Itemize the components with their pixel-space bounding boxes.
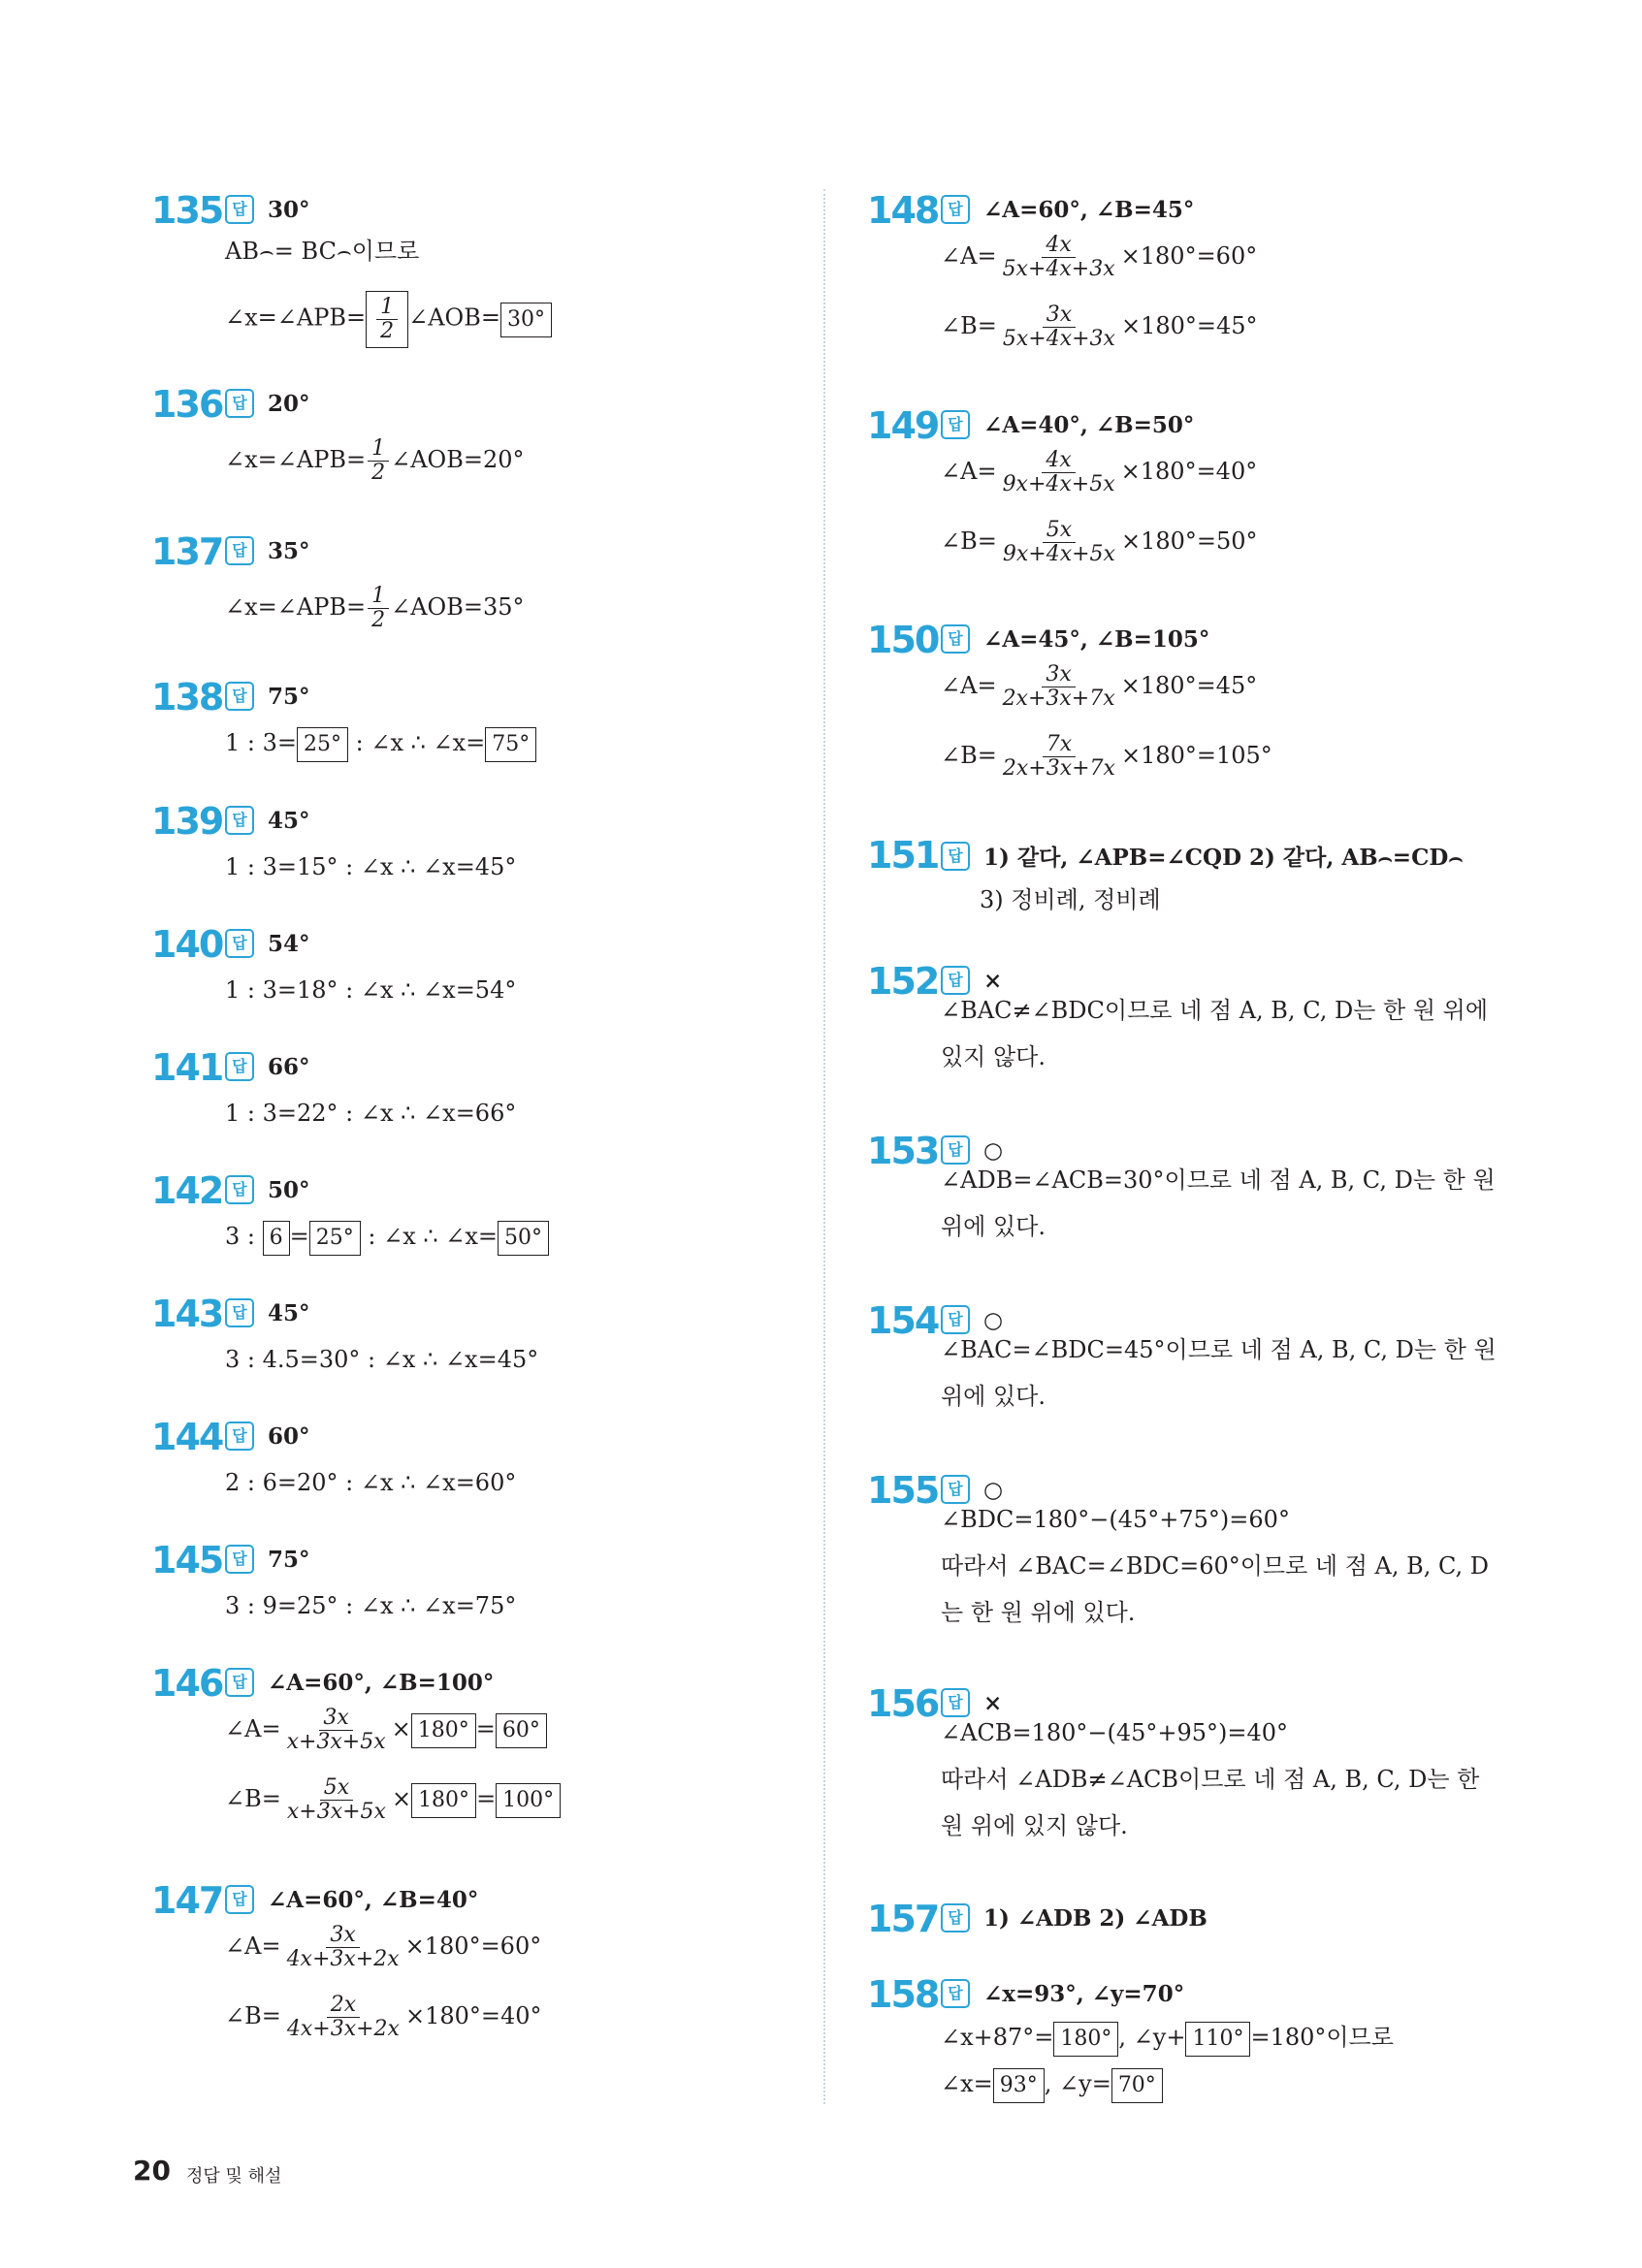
math-text: 3 : 9=25° : ∠x ∴ ∠x=75° bbox=[225, 1592, 517, 1619]
fraction-numerator: 3x bbox=[1043, 303, 1076, 328]
fraction-numerator: 4x bbox=[1042, 449, 1075, 473]
math-text: , ∠y+ bbox=[1118, 2024, 1186, 2051]
math-text: 따라서 ∠BAC=∠BDC=60°이므로 네 점 A, B, C, D는 한 원 위에 있다. bbox=[941, 1552, 1490, 1626]
answer-row bbox=[941, 840, 1463, 872]
problem-number: 148 bbox=[867, 189, 939, 232]
math-text: ∠AOB=35° bbox=[391, 593, 525, 621]
answer-text: 60° bbox=[268, 1422, 310, 1450]
answer-badge: 답 bbox=[225, 682, 254, 711]
math-text: ×180°=45° bbox=[1120, 672, 1258, 699]
fraction-denominator: 5x+4x+3x bbox=[1002, 257, 1115, 281]
math-text: : ∠x ∴ ∠x= bbox=[360, 1223, 499, 1250]
solution-line bbox=[941, 518, 1258, 566]
fraction-numerator: 4x bbox=[1042, 234, 1075, 258]
fraction-denominator: 2x+3x+7x bbox=[1002, 687, 1115, 711]
fraction-numerator: 1 bbox=[376, 296, 398, 320]
problem-number: 144 bbox=[151, 1416, 223, 1458]
solution-line bbox=[941, 1157, 1503, 1250]
fraction-numerator: 2x bbox=[327, 1994, 360, 2018]
fraction-numerator: 1 bbox=[368, 585, 389, 609]
math-text: 1 : 3=18° : ∠x ∴ ∠x=54° bbox=[225, 976, 517, 1004]
fraction bbox=[999, 733, 1119, 781]
answer-badge: 답 bbox=[941, 842, 970, 871]
solution-line bbox=[225, 1923, 541, 1971]
answer-badge: 답 bbox=[941, 195, 970, 224]
fraction bbox=[283, 1994, 403, 2041]
answer-row bbox=[225, 1545, 310, 1574]
math-text: = bbox=[476, 1785, 497, 1812]
math-text: 3 : 4.5=30° : ∠x ∴ ∠x=45° bbox=[225, 1346, 539, 1373]
math-text: ∠A= bbox=[225, 1715, 281, 1742]
boxed-fraction bbox=[366, 291, 408, 348]
math-text: ∠A= bbox=[941, 242, 997, 270]
answer-badge: 답 bbox=[941, 1475, 970, 1504]
answer-text: × bbox=[983, 1689, 1003, 1716]
column-divider bbox=[823, 189, 825, 2104]
answer-row bbox=[225, 1668, 494, 1697]
answer-text: 30° bbox=[268, 196, 310, 223]
solution-line bbox=[225, 967, 516, 1013]
problem-number: 155 bbox=[867, 1469, 939, 1512]
answer-badge: 답 bbox=[225, 389, 254, 418]
math-text: ∠x= bbox=[941, 2070, 993, 2097]
math-text: ∠x=∠APB= bbox=[225, 446, 367, 473]
fraction-denominator: 2 bbox=[380, 319, 395, 343]
math-text: ∠AOB=20° bbox=[391, 446, 525, 473]
solution-line bbox=[941, 662, 1257, 711]
answer-badge: 답 bbox=[225, 1298, 254, 1327]
answer-badge: 답 bbox=[225, 929, 254, 958]
math-text: ×180°=105° bbox=[1120, 742, 1272, 769]
answer-row bbox=[941, 410, 1194, 439]
page-footer-title: 정답 및 해설 bbox=[186, 2166, 282, 2187]
solution-line bbox=[941, 233, 1257, 281]
answer-row bbox=[225, 1421, 310, 1451]
fraction bbox=[283, 1776, 390, 1824]
answer-text: 45° bbox=[268, 807, 310, 834]
solution-line bbox=[941, 1543, 1503, 1636]
boxed-answer: 60° bbox=[496, 1713, 547, 1748]
answer-text: ○ bbox=[983, 1476, 1004, 1503]
answer-row bbox=[225, 389, 310, 418]
fraction-denominator: 4x+3x+2x bbox=[286, 1947, 400, 1971]
answer-text: ○ bbox=[983, 1306, 1004, 1333]
answer-text: ○ bbox=[983, 1136, 1004, 1164]
boxed-answer: 25° bbox=[297, 727, 348, 762]
answer-text: ∠A=60°, ∠B=40° bbox=[268, 1886, 479, 1913]
problem-number: 141 bbox=[151, 1046, 223, 1089]
fraction-numerator: 3x bbox=[1042, 663, 1075, 687]
problem-number: 145 bbox=[151, 1539, 223, 1581]
solution-line bbox=[225, 291, 552, 348]
fraction-numerator: 3x bbox=[326, 1924, 359, 1948]
answer-badge: 답 bbox=[941, 624, 970, 654]
problem-number: 151 bbox=[867, 834, 939, 877]
fraction-denominator: 2 bbox=[371, 461, 386, 485]
math-text: ×180°=60° bbox=[1120, 242, 1258, 270]
problem-number: 158 bbox=[867, 1973, 939, 2016]
fraction bbox=[999, 303, 1119, 351]
answer-text: 75° bbox=[268, 683, 310, 710]
answer-row bbox=[941, 195, 1194, 224]
answer-row bbox=[225, 1298, 310, 1327]
problem-number: 140 bbox=[151, 923, 223, 966]
boxed-answer: 180° bbox=[411, 1783, 476, 1818]
math-text: 따라서 ∠ADB≠∠ACB이므로 네 점 A, B, C, D는 한 원 위에 있지 않다. bbox=[941, 1766, 1480, 1839]
solution-line bbox=[225, 844, 516, 890]
boxed-answer: 110° bbox=[1185, 2022, 1250, 2057]
answer-badge: 답 bbox=[225, 1668, 254, 1697]
boxed-answer: 70° bbox=[1111, 2068, 1163, 2103]
problem-number: 150 bbox=[867, 619, 939, 661]
math-text: ∠x=∠APB= bbox=[225, 593, 367, 621]
fraction bbox=[368, 585, 389, 632]
answer-text: 75° bbox=[268, 1546, 310, 1573]
math-text: ∠ADB=∠ACB=30°이므로 네 점 A, B, C, D는 한 원 위에 있다. bbox=[941, 1166, 1496, 1240]
problem-number: 135 bbox=[151, 189, 223, 232]
fraction-denominator: 5x+4x+3x bbox=[1002, 327, 1115, 351]
answer-badge: 답 bbox=[941, 1135, 970, 1165]
fraction-denominator: 9x+4x+5x bbox=[1002, 542, 1115, 566]
answer-text: 35° bbox=[268, 537, 310, 564]
answer-text: ∠x=93°, ∠y=70° bbox=[983, 1980, 1185, 2007]
problem-number: 153 bbox=[867, 1130, 939, 1172]
problem-number: 137 bbox=[151, 530, 223, 573]
answer-badge: 답 bbox=[941, 1305, 970, 1334]
answer-text: ∠A=60°, ∠B=45° bbox=[983, 196, 1195, 223]
problem-number: 152 bbox=[867, 960, 939, 1003]
math-text: AB⌢= BC⌢이므로 bbox=[225, 238, 420, 265]
answer-badge: 답 bbox=[225, 195, 254, 224]
answer-row bbox=[225, 536, 310, 565]
answer-text: 1) ∠ADB 2) ∠ADB bbox=[983, 1904, 1207, 1932]
fraction-denominator: x+3x+5x bbox=[286, 1730, 386, 1754]
problem-number: 139 bbox=[151, 800, 223, 843]
fraction bbox=[283, 1707, 390, 1754]
fraction-denominator: 2x+3x+7x bbox=[1002, 756, 1115, 781]
answer-text: 50° bbox=[268, 1176, 310, 1203]
solution-line bbox=[225, 436, 525, 485]
solution-line bbox=[941, 2060, 1163, 2107]
fraction-denominator: x+3x+5x bbox=[286, 1800, 386, 1824]
math-text: ∠A= bbox=[941, 672, 997, 699]
solution-line bbox=[225, 1213, 549, 1260]
math-text: ∠x=∠APB= bbox=[225, 303, 367, 332]
answer-text: × bbox=[983, 967, 1003, 994]
math-text: ×180°=45° bbox=[1120, 312, 1258, 339]
answer-text: 1) 같다, ∠APB=∠CQD 2) 같다, AB⌢=CD⌢ bbox=[983, 845, 1464, 871]
math-text: = bbox=[475, 1715, 496, 1742]
problem-number: 154 bbox=[867, 1299, 939, 1342]
answer-badge: 답 bbox=[941, 1979, 970, 2008]
boxed-answer: 93° bbox=[993, 2068, 1045, 2103]
answer-badge: 답 bbox=[941, 1903, 970, 1933]
boxed-answer: 30° bbox=[500, 303, 552, 337]
math-text: ∠B= bbox=[941, 312, 997, 339]
math-text: ∠A= bbox=[941, 458, 997, 485]
fraction bbox=[999, 449, 1119, 496]
answer-text: 66° bbox=[268, 1053, 310, 1080]
boxed-answer: 180° bbox=[411, 1713, 476, 1748]
problem-number: 143 bbox=[151, 1293, 223, 1335]
answer-row bbox=[225, 929, 310, 958]
math-text: ∠BAC=∠BDC=45°이므로 네 점 A, B, C, D는 한 원 위에 있다. bbox=[941, 1336, 1497, 1410]
math-text: ×180°=60° bbox=[404, 1933, 542, 1960]
answer-text: ∠A=45°, ∠B=105° bbox=[983, 625, 1210, 653]
problem-number: 146 bbox=[151, 1662, 223, 1705]
fraction-denominator: 9x+4x+5x bbox=[1002, 472, 1115, 496]
math-text: =180°이므로 bbox=[1250, 2024, 1394, 2051]
solution-line bbox=[941, 1496, 1290, 1543]
solution-line bbox=[225, 1706, 547, 1754]
fraction-numerator: 3x bbox=[319, 1707, 352, 1731]
math-text: ∠ACB=180°−(45°+95°)=40° bbox=[941, 1719, 1289, 1746]
fraction-numerator: 7x bbox=[1043, 733, 1076, 757]
solution-line bbox=[225, 1459, 516, 1506]
answer-badge: 답 bbox=[941, 1688, 970, 1717]
solution-line bbox=[225, 719, 536, 766]
answer-text: 54° bbox=[268, 930, 310, 957]
answer-row bbox=[225, 806, 310, 835]
fraction-numerator: 5x bbox=[1043, 519, 1076, 543]
math-text: ×180°=40° bbox=[1120, 458, 1258, 485]
solution-line bbox=[225, 1336, 538, 1383]
math-text: ∠B= bbox=[225, 2002, 281, 2029]
fraction bbox=[376, 296, 398, 343]
answer-row bbox=[225, 1175, 310, 1204]
problem-number: 138 bbox=[151, 676, 223, 719]
solution-line bbox=[980, 877, 1161, 923]
math-text: ×180°=40° bbox=[404, 2002, 542, 2029]
boxed-answer: 75° bbox=[485, 727, 536, 762]
math-text: ∠BAC≠∠BDC이므로 네 점 A, B, C, D는 한 원 위에 있지 않다. bbox=[941, 997, 1489, 1070]
math-text: : ∠x ∴ ∠x= bbox=[348, 729, 486, 756]
boxed-answer: 50° bbox=[498, 1221, 549, 1256]
solution-line bbox=[941, 1326, 1503, 1420]
boxed-answer: 25° bbox=[309, 1221, 361, 1256]
solution-line bbox=[941, 987, 1503, 1080]
math-text: , ∠y= bbox=[1044, 2070, 1111, 2097]
fraction-numerator: 5x bbox=[320, 1776, 353, 1801]
fraction-denominator: 4x+3x+2x bbox=[286, 2017, 400, 2041]
boxed-answer: 180° bbox=[1053, 2022, 1118, 2057]
math-text: 3 : bbox=[225, 1223, 263, 1250]
answer-row bbox=[941, 1979, 1184, 2008]
fraction bbox=[999, 234, 1119, 281]
math-text: ∠x+87°= bbox=[941, 2024, 1054, 2051]
solution-line bbox=[941, 448, 1257, 496]
problem-number: 157 bbox=[867, 1898, 939, 1940]
solution-line bbox=[225, 1582, 516, 1629]
solution-line bbox=[941, 303, 1258, 351]
answer-row bbox=[941, 624, 1209, 654]
solution-line bbox=[225, 1090, 516, 1136]
answer-text: ∠A=60°, ∠B=100° bbox=[268, 1669, 495, 1696]
answer-badge: 답 bbox=[225, 1545, 254, 1574]
answer-badge: 답 bbox=[225, 1421, 254, 1451]
math-text: ∠A= bbox=[225, 1933, 281, 1960]
math-text: 1 : 3=22° : ∠x ∴ ∠x=66° bbox=[225, 1100, 517, 1127]
boxed-answer: 100° bbox=[496, 1783, 561, 1818]
answer-badge: 답 bbox=[941, 410, 970, 439]
math-text: ∠B= bbox=[941, 742, 997, 769]
math-text: 2 : 6=20° : ∠x ∴ ∠x=60° bbox=[225, 1469, 517, 1496]
answer-badge: 답 bbox=[225, 1052, 254, 1081]
answer-badge: 답 bbox=[225, 1885, 254, 1914]
math-text: 3) 정비례, 정비례 bbox=[980, 886, 1161, 913]
answer-row bbox=[225, 682, 310, 711]
problem-number: 156 bbox=[867, 1682, 939, 1725]
answer-text: ∠A=40°, ∠B=50° bbox=[983, 411, 1195, 438]
math-text: ∠B= bbox=[225, 1785, 281, 1812]
answer-text: 45° bbox=[268, 1299, 310, 1326]
solution-line bbox=[941, 1709, 1288, 1756]
solution-line bbox=[225, 584, 525, 632]
math-text: 1 : 3=15° : ∠x ∴ ∠x=45° bbox=[225, 853, 517, 880]
solution-line bbox=[225, 1775, 561, 1824]
answer-badge: 답 bbox=[225, 536, 254, 565]
answer-badge: 답 bbox=[225, 806, 254, 835]
math-text: 1 : 3= bbox=[225, 729, 297, 756]
math-text: ∠B= bbox=[941, 527, 997, 555]
answer-row bbox=[941, 1903, 1207, 1933]
page-number: 20 bbox=[133, 2155, 171, 2187]
fraction-denominator: 2 bbox=[371, 608, 386, 632]
fraction-numerator: 1 bbox=[368, 437, 389, 462]
problem-number: 136 bbox=[151, 383, 223, 426]
answer-row bbox=[225, 195, 310, 224]
problem-number: 149 bbox=[867, 404, 939, 447]
math-text: ∠AOB= bbox=[408, 303, 500, 332]
answer-badge: 답 bbox=[941, 966, 970, 995]
answer-text: 20° bbox=[268, 390, 310, 417]
solution-line bbox=[941, 732, 1272, 781]
problem-number: 147 bbox=[151, 1879, 223, 1922]
math-text: × bbox=[391, 1785, 412, 1812]
solution-line bbox=[225, 1993, 542, 2041]
answer-badge: 답 bbox=[225, 1175, 254, 1204]
math-text: ×180°=50° bbox=[1120, 527, 1258, 555]
math-text: ∠BDC=180°−(45°+75°)=60° bbox=[941, 1506, 1290, 1533]
answer-row bbox=[225, 1052, 310, 1081]
problem-number: 142 bbox=[151, 1169, 223, 1212]
fraction bbox=[283, 1924, 403, 1971]
solution-line bbox=[225, 228, 419, 274]
fraction bbox=[368, 437, 389, 485]
fraction bbox=[999, 663, 1119, 711]
answer-row bbox=[225, 1885, 478, 1914]
math-text: = bbox=[289, 1223, 309, 1250]
fraction bbox=[999, 519, 1119, 566]
math-text: × bbox=[391, 1715, 411, 1742]
boxed-answer: 6 bbox=[263, 1221, 290, 1256]
solution-line bbox=[941, 2014, 1394, 2060]
solution-line bbox=[941, 1756, 1503, 1849]
